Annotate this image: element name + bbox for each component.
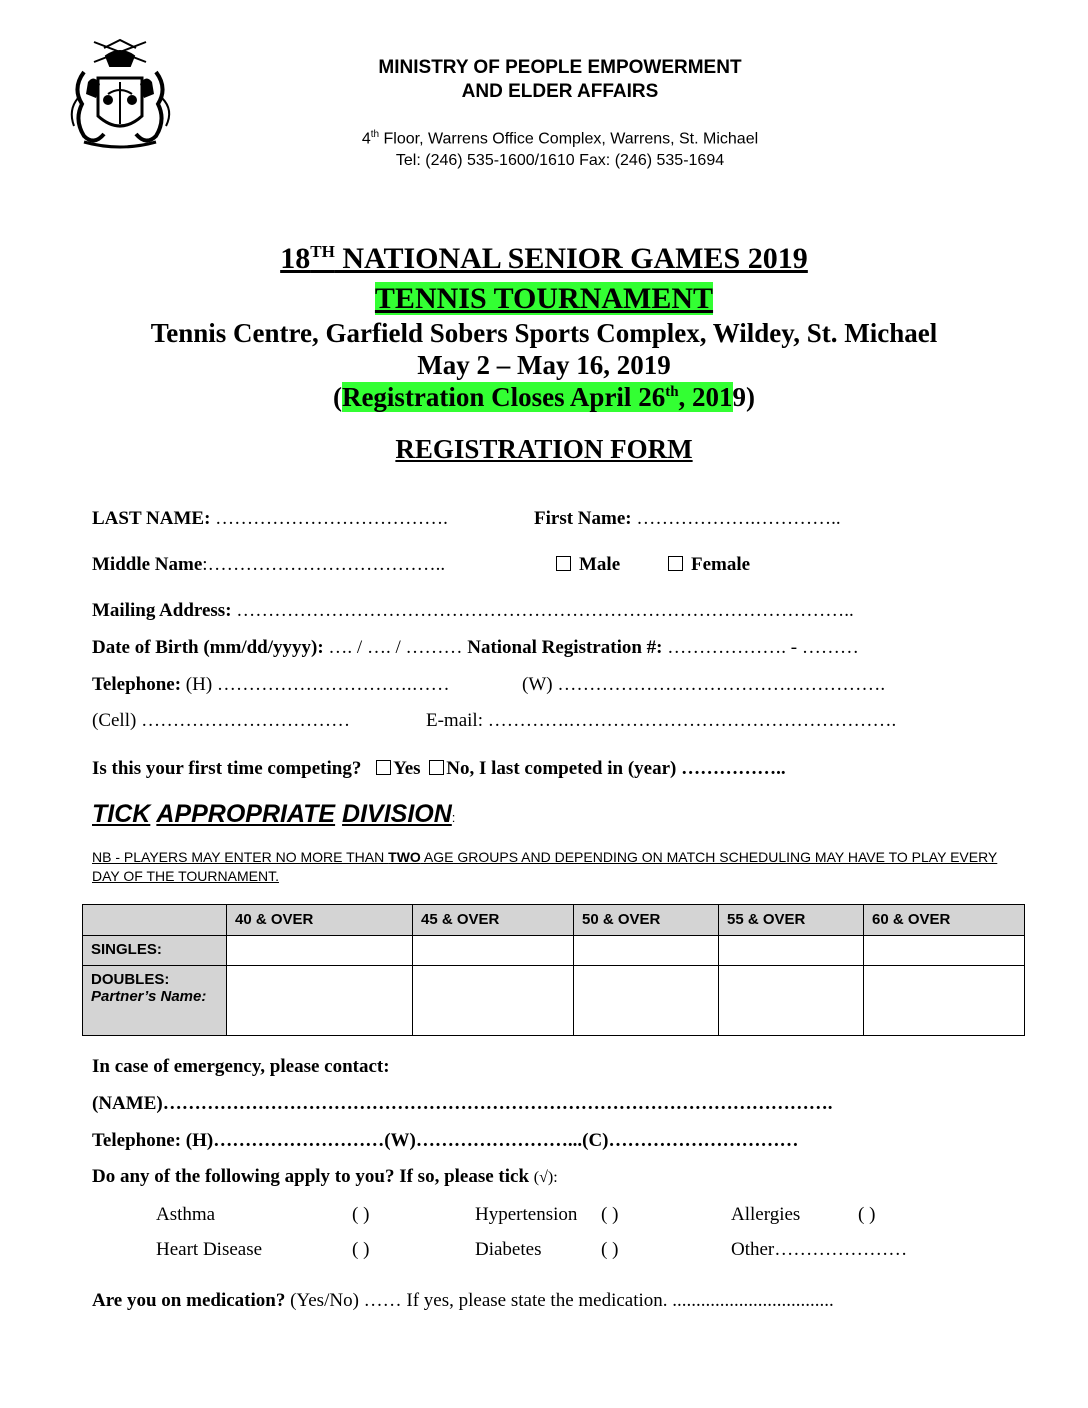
column-header: 55 & OVER — [719, 905, 864, 936]
singles-row — [83, 936, 1025, 966]
condition-allergies-check[interactable]: ( ) — [858, 1204, 876, 1225]
yes-option[interactable]: Yes — [376, 758, 420, 779]
ministry-address — [300, 124, 820, 172]
telephone-row — [92, 674, 450, 696]
last-name-label: LAST NAME: — [92, 508, 211, 529]
condition-heart-label: Heart Disease — [156, 1239, 263, 1260]
condition-diabetes-check[interactable]: ( ) — [601, 1239, 619, 1260]
female-option[interactable] — [668, 554, 750, 576]
last-name-field[interactable]: ………………………………. — [215, 508, 448, 529]
telephone-work-row — [522, 674, 885, 696]
phone-line: Tel: (246) 535-1600/1610 Fax: (246) 535-1694 — [395, 152, 725, 170]
middle-name-label: Middle Name — [92, 554, 203, 575]
ministry-line-2: AND ELDER AFFAIRS — [461, 81, 659, 102]
form-title: REGISTRATION FORM — [395, 434, 693, 464]
no-checkbox[interactable] — [429, 760, 444, 775]
event-dates: May 2 – May 16, 2019 — [417, 350, 671, 380]
medication-row — [92, 1290, 834, 1312]
condition-hypertension-check[interactable]: ( ) — [601, 1204, 619, 1225]
name-row — [92, 508, 448, 530]
mailing-address-label: Mailing Address: — [92, 600, 232, 621]
first-time-row — [92, 758, 786, 780]
column-header: 60 & OVER — [864, 905, 1025, 936]
address-line: 4th Floor, Warrens Office Complex, Warrens, St. Michael — [361, 129, 759, 148]
no-option[interactable]: No, I last competed in (year) …………….. — [429, 758, 785, 779]
dob-label: Date of Birth (mm/dd/yyyy): — [92, 637, 324, 658]
condition-heart-check[interactable]: ( ) — [352, 1239, 370, 1260]
email-field[interactable]: E-mail: ………….……………………………………………. — [426, 710, 897, 731]
registration-deadline: (Registration Closes April 26th, 2019) — [332, 382, 756, 412]
division-table — [82, 904, 1025, 1036]
doubles-cell-60[interactable] — [864, 966, 1025, 1036]
condition-diabetes-label: Diabetes — [475, 1239, 542, 1260]
email-row — [426, 710, 896, 732]
division-heading: TICK APPROPRIATE DIVISION: — [92, 800, 456, 828]
female-checkbox[interactable] — [668, 556, 683, 571]
first-name-label: First Name: — [534, 508, 632, 529]
conditions-question: Do any of the following apply to you? If so, please tick (√): — [92, 1166, 558, 1187]
column-header: 45 & OVER — [413, 905, 574, 936]
mailing-address-row — [92, 600, 854, 622]
doubles-label-cell — [83, 966, 227, 1036]
doubles-cell-55[interactable] — [719, 966, 864, 1036]
national-registration-label: National Registration #: — [467, 637, 663, 658]
medication-label: Are you on medication? — [92, 1290, 286, 1311]
doubles-cell-50[interactable] — [574, 966, 719, 1036]
cell-row — [92, 710, 350, 732]
singles-cell-55[interactable] — [719, 936, 864, 966]
male-option[interactable] — [556, 554, 620, 576]
column-header: 50 & OVER — [574, 905, 719, 936]
barbados-coat-of-arms-logo — [64, 38, 176, 152]
dob-row — [92, 637, 859, 659]
first-name-field[interactable]: ……………….………….. — [636, 508, 841, 529]
emergency-telephone-field[interactable]: Telephone: (H)………………………(W)……………………...(C)………………………… — [92, 1130, 799, 1151]
singles-label: SINGLES: — [83, 936, 227, 966]
division-note: NB - PLAYERS MAY ENTER NO MORE THAN TWO AGE GROUPS AND DEPENDING ON MATCH SCHEDULING MAY HAVE TO PLAY EVERY DAY OF THE TOURNAMENT. — [92, 849, 998, 884]
venue: Tennis Centre, Garfield Sobers Sports Complex, Wildey, St. Michael — [150, 318, 938, 348]
middle-name-row — [92, 554, 445, 576]
mailing-address-field[interactable]: …………………………………………………………………………………….. — [236, 600, 854, 621]
singles-cell-45[interactable] — [413, 936, 574, 966]
telephone-home-field[interactable]: (H) ………………………….…… — [185, 674, 450, 695]
male-checkbox[interactable] — [556, 556, 571, 571]
ministry-name — [300, 56, 820, 104]
singles-cell-60[interactable] — [864, 936, 1025, 966]
emergency-name-field[interactable]: (NAME)……………………………………………………………………………………………. — [92, 1093, 833, 1114]
doubles-cell-40[interactable] — [227, 966, 413, 1036]
condition-asthma-check[interactable]: ( ) — [352, 1204, 370, 1225]
condition-asthma-label: Asthma — [156, 1204, 216, 1225]
telephone-label: Telephone: — [92, 674, 182, 695]
dob-field[interactable]: …. / …. / ……… — [328, 637, 463, 658]
table-corner-cell — [83, 905, 227, 936]
first-time-question: Is this your first time competing? — [92, 758, 362, 779]
cell-field[interactable]: (Cell) …………………………… — [92, 710, 351, 731]
column-header: 40 & OVER — [227, 905, 413, 936]
games-title: 18TH NATIONAL SENIOR GAMES 2019 — [280, 242, 808, 275]
singles-cell-40[interactable] — [227, 936, 413, 966]
medication-field[interactable]: (Yes/No) …… If yes, please state the medication. .................................. — [285, 1290, 834, 1311]
ministry-line-1: MINISTRY OF PEOPLE EMPOWERMENT — [378, 57, 742, 78]
singles-cell-50[interactable] — [574, 936, 719, 966]
partner-name-label: Partner’s Name: — [91, 988, 207, 1005]
emergency-heading: In case of emergency, please contact: — [92, 1056, 390, 1077]
doubles-cell-45[interactable] — [413, 966, 574, 1036]
condition-hypertension-label: Hypertension — [475, 1204, 578, 1225]
doubles-label: DOUBLES: — [91, 971, 170, 988]
event-title: TENNIS TOURNAMENT — [374, 282, 714, 315]
condition-allergies-label: Allergies — [731, 1204, 801, 1225]
doubles-row — [83, 966, 1025, 1036]
telephone-work-field[interactable]: (W) ……………………………………………. — [522, 674, 886, 695]
middle-name-field[interactable]: :……………………………….. — [202, 554, 446, 575]
table-header-row — [83, 905, 1025, 936]
yes-checkbox[interactable] — [376, 760, 391, 775]
first-name-row — [534, 508, 841, 530]
male-label: Male — [579, 554, 621, 575]
condition-other-field[interactable]: Other………………… — [731, 1239, 908, 1260]
national-registration-field[interactable]: ………………. - ……… — [667, 637, 859, 658]
female-label: Female — [691, 554, 751, 575]
